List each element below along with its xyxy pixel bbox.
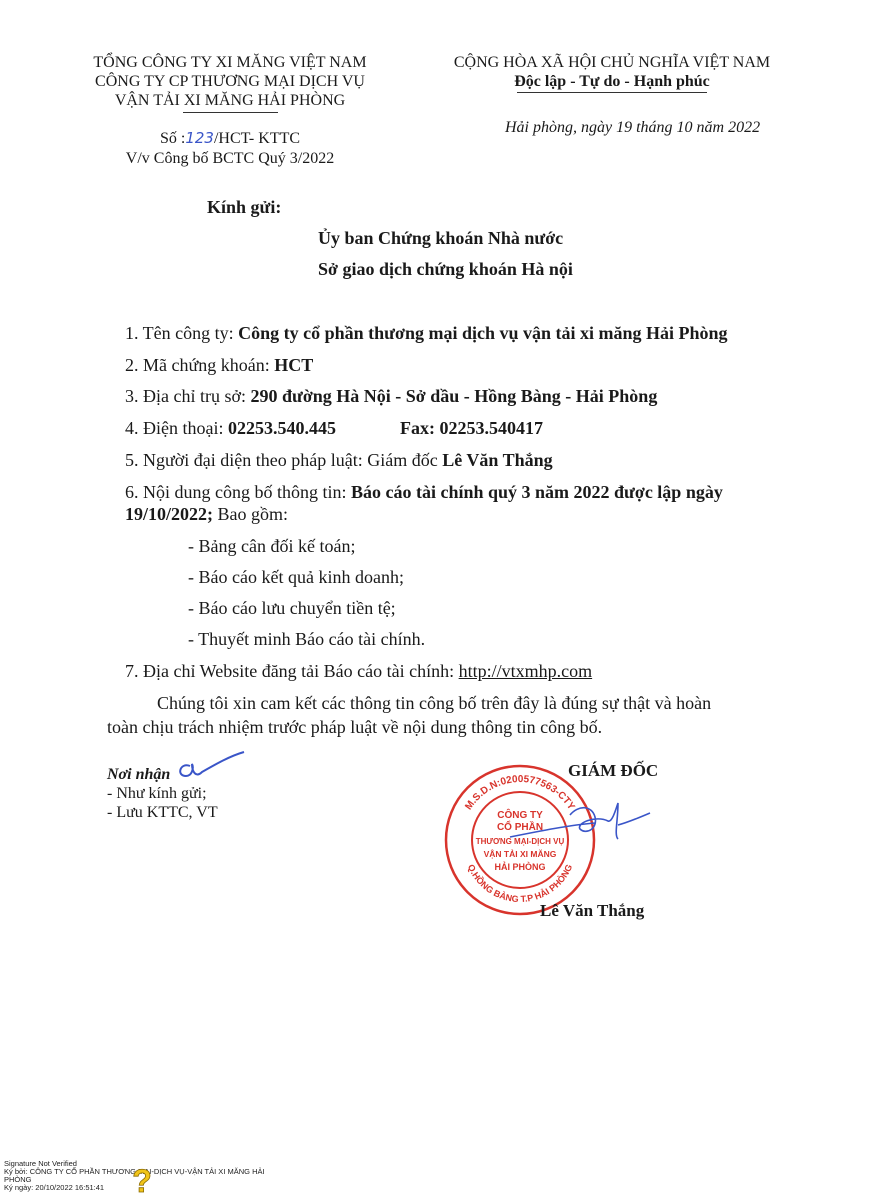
handwritten-mark-icon [172, 748, 252, 784]
national-title: CỘNG HÒA XÃ HỘI CHỦ NGHĨA VIỆT NAM [453, 54, 771, 71]
seal-line-3: THƯƠNG MẠI-DỊCH VỤ [475, 837, 565, 846]
sub-item-cash-flow: - Báo cáo lưu chuyển tiền tệ; [188, 598, 396, 618]
sig-date: Ký ngày: 20/10/2022 16:51:41 [4, 1183, 105, 1192]
fax: Fax: 02253.540417 [400, 418, 543, 438]
seal-line-4: VẬN TẢI XI MĂNG [483, 849, 557, 859]
seal-line-2: CỔ PHẦN [496, 822, 544, 833]
signer-title: GIÁM ĐỐC [568, 761, 659, 780]
sig-signer: Ký bởi: CÔNG TY CỔ PHẦN THƯƠNG MẠI-DỊCH VỤ-VẬN TẢI XI MĂNG HẢI [4, 1167, 265, 1176]
parent-company: TỔNG CÔNG TY XI MĂNG VIỆT NAM [93, 54, 367, 71]
addressee-label: Kính gửi: [207, 197, 282, 217]
sub-item-balance-sheet: - Bảng cân đối kế toán; [188, 536, 356, 556]
header-left [60, 53, 400, 113]
item-stock-code: 2. Mã chứng khoán: HCT [125, 355, 314, 375]
svg-text:?: ? [132, 1163, 152, 1198]
sub-item-income-statement: - Báo cáo kết quả kinh doanh; [188, 567, 404, 587]
header-underline [183, 112, 278, 113]
motto-underline [517, 92, 707, 93]
commitment-line2: toàn chịu trách nhiệm trước pháp luật về nội dung thông tin công bố. [107, 717, 603, 737]
commitment-line1: Chúng tôi xin cam kết các thông tin công bố trên đây là đúng sự thật và hoàn [157, 693, 712, 713]
item-website: 7. Địa chỉ Website đăng tải Báo cáo tài chính: http://vtxmhp.com [125, 661, 593, 681]
seal-line-5: HẢI PHÒNG [494, 862, 546, 872]
document-number: Số :123/HCT- KTTC [159, 129, 301, 147]
seal-line-1: CÔNG TY [497, 810, 543, 821]
header-right [432, 53, 792, 93]
item-phone: 4. Điện thoại: 02253.540.445 Fax: 02253.540417 [125, 418, 543, 438]
unverified-question-icon[interactable] [128, 1162, 156, 1198]
recipients-label: Nơi nhận [107, 766, 171, 783]
signer-name: Lê Văn Thắng [540, 901, 645, 920]
digital-signature-info [4, 1160, 324, 1192]
document-date: Hải phòng, ngày 19 tháng 10 năm 2022 [505, 119, 761, 136]
handwritten-number: 123 [185, 129, 214, 147]
item-content: 6. Nội dung công bố thông tin: Báo cáo tài chính quý 3 năm 2022 được lập ngày [125, 482, 723, 502]
seal-ring-bottom: Q.HỒNG BÀNG T.P HẢI PHÒNG [465, 862, 575, 905]
addressee-1: Ủy ban Chứng khoán Nhà nước [318, 228, 564, 248]
item-legal-rep: 5. Người đại diện theo pháp luật: Giám đốc Lê Văn Thắng [125, 450, 553, 470]
addressee-2: Sở giao dịch chứng khoán Hà nội [318, 259, 573, 279]
recipient-2: - Lưu KTTC, VT [107, 804, 218, 821]
seal-ring-top: M.S.D.N:0200577563-CTY [463, 773, 577, 813]
national-motto: Độc lập - Tự do - Hạnh phúc [514, 73, 710, 90]
sig-status: Signature Not Verified [4, 1159, 77, 1168]
company-name-line2: VẬN TẢI XI MĂNG HẢI PHÒNG [114, 92, 346, 109]
website-link[interactable]: http://vtxmhp.com [458, 661, 593, 681]
recipient-1: - Như kính gửi; [107, 785, 207, 802]
document-subject: V/v Công bố BCTC Quý 3/2022 [125, 150, 335, 167]
item-company-name: 1. Tên công ty: Công ty cổ phần thương mại dịch vụ vận tải xi măng Hải Phòng [125, 323, 728, 343]
company-name-line1: CÔNG TY CP THƯƠNG MẠI DỊCH VỤ [95, 73, 365, 90]
handwritten-signature-icon [500, 795, 660, 855]
item-content-cont: 19/10/2022; Bao gồm: [125, 504, 288, 524]
sig-signer-cont: PHÒNG [4, 1175, 32, 1184]
item-address: 3. Địa chỉ trụ sở: 290 đường Hà Nội - Sở dầu - Hồng Bàng - Hải Phòng [125, 386, 658, 406]
sub-item-notes: - Thuyết minh Báo cáo tài chính. [188, 629, 426, 649]
